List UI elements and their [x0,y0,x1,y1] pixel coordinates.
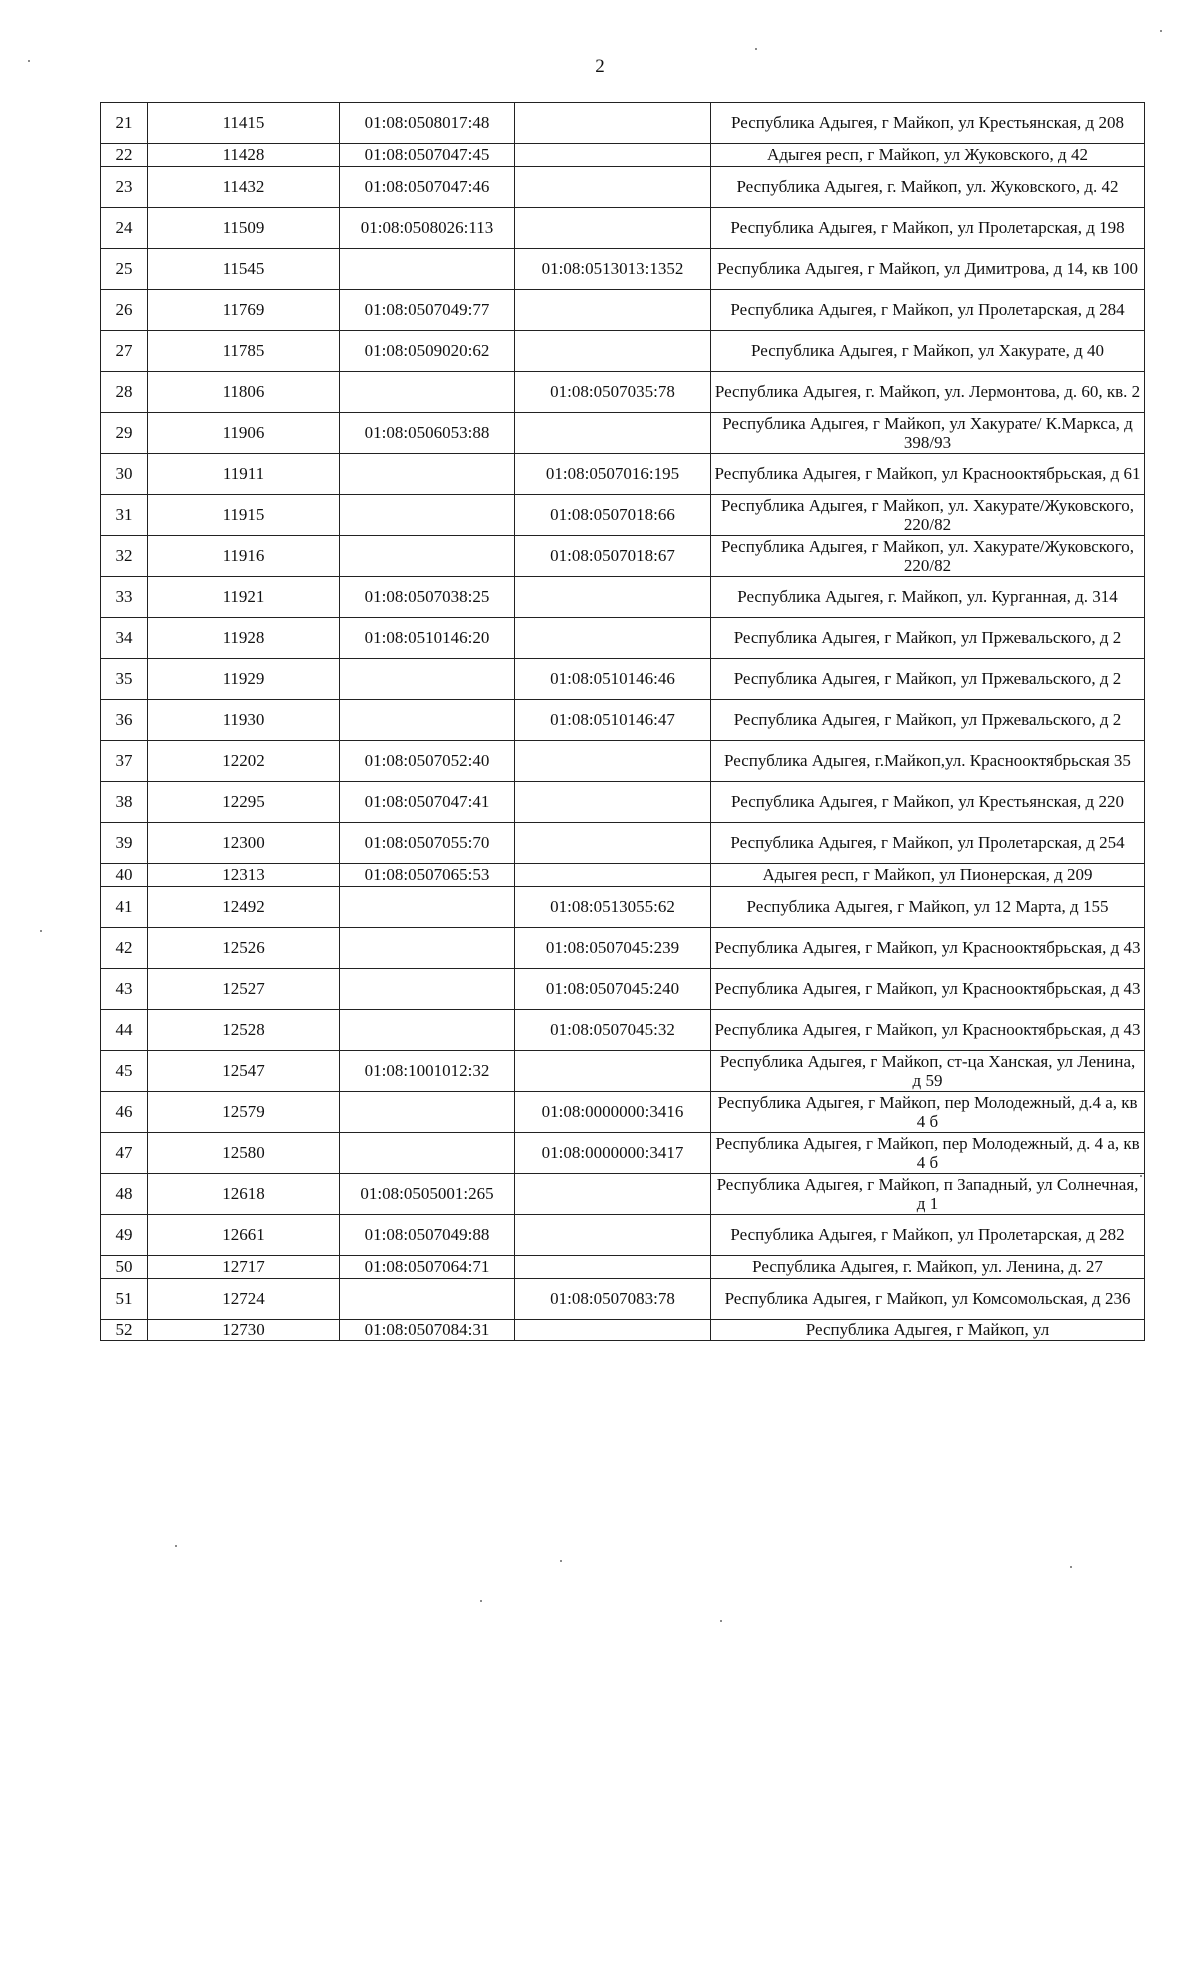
row-number-cell: 29 [101,413,148,454]
cadastral-number-alt-cell: 01:08:0513013:1352 [515,249,711,290]
row-number-cell: 30 [101,454,148,495]
row-number-cell: 49 [101,1215,148,1256]
address-cell: Республика Адыгея, г Майкоп, ул [711,1320,1145,1341]
row-number-cell: 27 [101,331,148,372]
table-row [101,495,1145,536]
cadastral-number-alt-cell: 01:08:0507045:32 [515,1010,711,1051]
row-number-cell: 40 [101,864,148,887]
row-number-cell: 23 [101,167,148,208]
cadastral-number-cell: 01:08:1001012:32 [340,1051,515,1092]
cadastral-number-cell [340,1279,515,1320]
record-id-cell: 12547 [148,1051,340,1092]
cadastral-number-alt-cell [515,208,711,249]
table-row [101,887,1145,928]
cadastral-number-alt-cell [515,331,711,372]
address-cell: Адыгея респ, г Майкоп, ул Жуковского, д 42 [711,144,1145,167]
address-cell: Республика Адыгея, г. Майкоп, ул. Жуковского, д. 42 [711,167,1145,208]
address-cell: Республика Адыгея, г Майкоп, п Западный, ул Солнечная, д 1 [711,1174,1145,1215]
record-id-cell: 12313 [148,864,340,887]
table-row [101,1279,1145,1320]
cadastral-number-cell [340,969,515,1010]
address-cell: Республика Адыгея, г. Майкоп, ул. Курганная, д. 314 [711,577,1145,618]
row-number-cell: 38 [101,782,148,823]
cadastral-number-cell [340,454,515,495]
table-row [101,1174,1145,1215]
record-id-cell: 11928 [148,618,340,659]
address-cell: Республика Адыгея, г Майкоп, ст-ца Ханская, ул Ленина, д 59 [711,1051,1145,1092]
table-row [101,208,1145,249]
table-row [101,1256,1145,1279]
cadastral-number-cell: 01:08:0508017:48 [340,103,515,144]
row-number-cell: 35 [101,659,148,700]
cadastral-number-cell [340,495,515,536]
table-row [101,1092,1145,1133]
cadastral-number-alt-cell [515,618,711,659]
cadastral-number-cell [340,887,515,928]
row-number-cell: 25 [101,249,148,290]
address-cell: Республика Адыгея, г Майкоп, ул Хакурате/ К.Маркса, д 398/93 [711,413,1145,454]
cadastral-number-alt-cell: 01:08:0510146:46 [515,659,711,700]
record-id-cell: 12580 [148,1133,340,1174]
cadastral-number-alt-cell: 01:08:0507083:78 [515,1279,711,1320]
cadastral-number-alt-cell [515,782,711,823]
table-row [101,864,1145,887]
cadastral-number-alt-cell: 01:08:0507018:67 [515,536,711,577]
record-id-cell: 12579 [148,1092,340,1133]
row-number-cell: 39 [101,823,148,864]
cadastral-number-alt-cell: 01:08:0510146:47 [515,700,711,741]
record-id-cell: 11930 [148,700,340,741]
record-id-cell: 11906 [148,413,340,454]
row-number-cell: 28 [101,372,148,413]
address-cell: Республика Адыгея, г Майкоп, ул Краснооктябрьская, д 43 [711,969,1145,1010]
scan-speck [560,1560,562,1562]
cadastral-number-alt-cell: 01:08:0000000:3416 [515,1092,711,1133]
cadastral-number-alt-cell [515,413,711,454]
table-row [101,372,1145,413]
address-cell: Республика Адыгея, г Майкоп, ул Краснооктябрьская, д 43 [711,928,1145,969]
cadastral-number-alt-cell [515,103,711,144]
row-number-cell: 21 [101,103,148,144]
address-cell: Республика Адыгея, г Майкоп, ул Комсомольская, д 236 [711,1279,1145,1320]
row-number-cell: 47 [101,1133,148,1174]
record-id-cell: 12528 [148,1010,340,1051]
cadastral-number-cell: 01:08:0508026:113 [340,208,515,249]
scan-speck [175,1545,177,1547]
table-row [101,167,1145,208]
cadastral-number-cell: 01:08:0507047:45 [340,144,515,167]
cadastral-number-alt-cell [515,823,711,864]
cadastral-number-alt-cell [515,741,711,782]
record-id-cell: 11432 [148,167,340,208]
record-id-cell: 12202 [148,741,340,782]
cadastral-number-cell: 01:08:0506053:88 [340,413,515,454]
address-cell: Республика Адыгея, г Майкоп, ул Димитрова, д 14, кв 100 [711,249,1145,290]
cadastral-number-alt-cell: 01:08:0513055:62 [515,887,711,928]
cadastral-number-cell: 01:08:0507047:41 [340,782,515,823]
address-cell: Адыгея респ, г Майкоп, ул Пионерская, д 209 [711,864,1145,887]
cadastral-number-alt-cell [515,1215,711,1256]
record-id-cell: 11916 [148,536,340,577]
cadastral-number-cell: 01:08:0507049:88 [340,1215,515,1256]
cadastral-number-alt-cell [515,1256,711,1279]
cadastral-number-cell [340,1133,515,1174]
record-id-cell: 11921 [148,577,340,618]
record-id-cell: 11911 [148,454,340,495]
record-id-cell: 11785 [148,331,340,372]
cadastral-number-alt-cell [515,864,711,887]
record-id-cell: 11428 [148,144,340,167]
cadastral-number-alt-cell [515,167,711,208]
address-cell: Республика Адыгея, г Майкоп, пер Молодежный, д. 4 а, кв 4 б [711,1133,1145,1174]
cadastral-number-alt-cell [515,1320,711,1341]
scan-speck [1160,30,1162,32]
cadastral-number-cell: 01:08:0507038:25 [340,577,515,618]
record-id-cell: 12717 [148,1256,340,1279]
cadastral-number-cell [340,1092,515,1133]
cadastral-number-alt-cell [515,1174,711,1215]
table-row [101,1320,1145,1341]
row-number-cell: 31 [101,495,148,536]
table-row [101,577,1145,618]
row-number-cell: 33 [101,577,148,618]
row-number-cell: 24 [101,208,148,249]
row-number-cell: 37 [101,741,148,782]
cadastral-number-cell: 01:08:0507065:53 [340,864,515,887]
cadastral-number-cell: 01:08:0507052:40 [340,741,515,782]
record-id-cell: 11915 [148,495,340,536]
table-row [101,700,1145,741]
address-cell: Республика Адыгея, г Майкоп, ул Крестьянская, д 208 [711,103,1145,144]
row-number-cell: 44 [101,1010,148,1051]
address-cell: Республика Адыгея, г Майкоп, ул Хакурате, д 40 [711,331,1145,372]
cadastral-number-cell [340,1010,515,1051]
registry-table [100,102,1145,1341]
cadastral-number-alt-cell: 01:08:0507045:240 [515,969,711,1010]
row-number-cell: 32 [101,536,148,577]
cadastral-number-cell: 01:08:0510146:20 [340,618,515,659]
cadastral-number-alt-cell [515,144,711,167]
cadastral-number-cell: 01:08:0507047:46 [340,167,515,208]
cadastral-number-cell: 01:08:0507049:77 [340,290,515,331]
address-cell: Республика Адыгея, г Майкоп, ул Крестьянская, д 220 [711,782,1145,823]
table-row [101,536,1145,577]
scan-speck [28,60,30,62]
record-id-cell: 12661 [148,1215,340,1256]
address-cell: Республика Адыгея, г Майкоп, пер Молодежный, д.4 а, кв 4 б [711,1092,1145,1133]
scan-speck [720,1620,722,1622]
record-id-cell: 12730 [148,1320,340,1341]
cadastral-number-cell [340,372,515,413]
record-id-cell: 11929 [148,659,340,700]
cadastral-number-alt-cell [515,577,711,618]
cadastral-number-cell [340,659,515,700]
row-number-cell: 22 [101,144,148,167]
record-id-cell: 12295 [148,782,340,823]
table-row [101,928,1145,969]
cadastral-number-cell [340,536,515,577]
table-row [101,413,1145,454]
record-id-cell: 11769 [148,290,340,331]
address-cell: Республика Адыгея, г Майкоп, ул Пржевальского, д 2 [711,700,1145,741]
table-row [101,331,1145,372]
address-cell: Республика Адыгея, г Майкоп, ул Пролетарская, д 282 [711,1215,1145,1256]
table-row [101,1051,1145,1092]
record-id-cell: 12724 [148,1279,340,1320]
record-id-cell: 12527 [148,969,340,1010]
record-id-cell: 12492 [148,887,340,928]
cadastral-number-alt-cell: 01:08:0507045:239 [515,928,711,969]
address-cell: Республика Адыгея, г Майкоп, ул. Хакурате/Жуковского, 220/82 [711,536,1145,577]
table-row [101,741,1145,782]
record-id-cell: 12526 [148,928,340,969]
table-row [101,969,1145,1010]
row-number-cell: 52 [101,1320,148,1341]
cadastral-number-cell: 01:08:0509020:62 [340,331,515,372]
record-id-cell: 11806 [148,372,340,413]
cadastral-number-cell [340,700,515,741]
address-cell: Республика Адыгея, г Майкоп, ул Пролетарская, д 198 [711,208,1145,249]
address-cell: Республика Адыгея, г Майкоп, ул Пролетарская, д 254 [711,823,1145,864]
row-number-cell: 50 [101,1256,148,1279]
record-id-cell: 11545 [148,249,340,290]
registry-table-body [101,103,1145,1341]
address-cell: Республика Адыгея, г Майкоп, ул Краснооктябрьская, д 61 [711,454,1145,495]
scan-speck [755,48,757,50]
table-row [101,249,1145,290]
scan-speck [480,1600,482,1602]
table-row [101,782,1145,823]
table-row [101,144,1145,167]
address-cell: Республика Адыгея, г Майкоп, ул Пржевальского, д 2 [711,618,1145,659]
record-id-cell: 11509 [148,208,340,249]
row-number-cell: 34 [101,618,148,659]
cadastral-number-alt-cell: 01:08:0000000:3417 [515,1133,711,1174]
address-cell: Республика Адыгея, г Майкоп, ул Пролетарская, д 284 [711,290,1145,331]
row-number-cell: 41 [101,887,148,928]
record-id-cell: 12618 [148,1174,340,1215]
record-id-cell: 11415 [148,103,340,144]
cadastral-number-alt-cell [515,1051,711,1092]
row-number-cell: 48 [101,1174,148,1215]
scan-speck [1140,1175,1142,1177]
cadastral-number-alt-cell [515,290,711,331]
cadastral-number-cell [340,928,515,969]
table-row [101,618,1145,659]
address-cell: Республика Адыгея, г. Майкоп, ул. Ленина, д. 27 [711,1256,1145,1279]
table-row [101,1215,1145,1256]
cadastral-number-cell: 01:08:0505001:265 [340,1174,515,1215]
cadastral-number-cell: 01:08:0507055:70 [340,823,515,864]
scan-speck [1070,1566,1072,1568]
cadastral-number-cell [340,249,515,290]
address-cell: Республика Адыгея, г Майкоп, ул. Хакурате/Жуковского, 220/82 [711,495,1145,536]
address-cell: Республика Адыгея, г. Майкоп, ул. Лермонтова, д. 60, кв. 2 [711,372,1145,413]
address-cell: Республика Адыгея, г.Майкоп,ул. Краснооктябрьская 35 [711,741,1145,782]
cadastral-number-alt-cell: 01:08:0507018:66 [515,495,711,536]
cadastral-number-alt-cell: 01:08:0507016:195 [515,454,711,495]
table-row [101,290,1145,331]
table-row [101,659,1145,700]
table-row [101,1010,1145,1051]
row-number-cell: 46 [101,1092,148,1133]
row-number-cell: 45 [101,1051,148,1092]
address-cell: Республика Адыгея, г Майкоп, ул Пржевальского, д 2 [711,659,1145,700]
scan-speck [40,930,42,932]
cadastral-number-cell: 01:08:0507084:31 [340,1320,515,1341]
row-number-cell: 26 [101,290,148,331]
table-row [101,823,1145,864]
row-number-cell: 42 [101,928,148,969]
cadastral-number-alt-cell: 01:08:0507035:78 [515,372,711,413]
record-id-cell: 12300 [148,823,340,864]
table-row [101,103,1145,144]
page-number: 2 [595,56,605,77]
row-number-cell: 51 [101,1279,148,1320]
table-row [101,1133,1145,1174]
cadastral-number-cell: 01:08:0507064:71 [340,1256,515,1279]
row-number-cell: 43 [101,969,148,1010]
table-row [101,454,1145,495]
address-cell: Республика Адыгея, г Майкоп, ул 12 Марта, д 155 [711,887,1145,928]
row-number-cell: 36 [101,700,148,741]
address-cell: Республика Адыгея, г Майкоп, ул Краснооктябрьская, д 43 [711,1010,1145,1051]
